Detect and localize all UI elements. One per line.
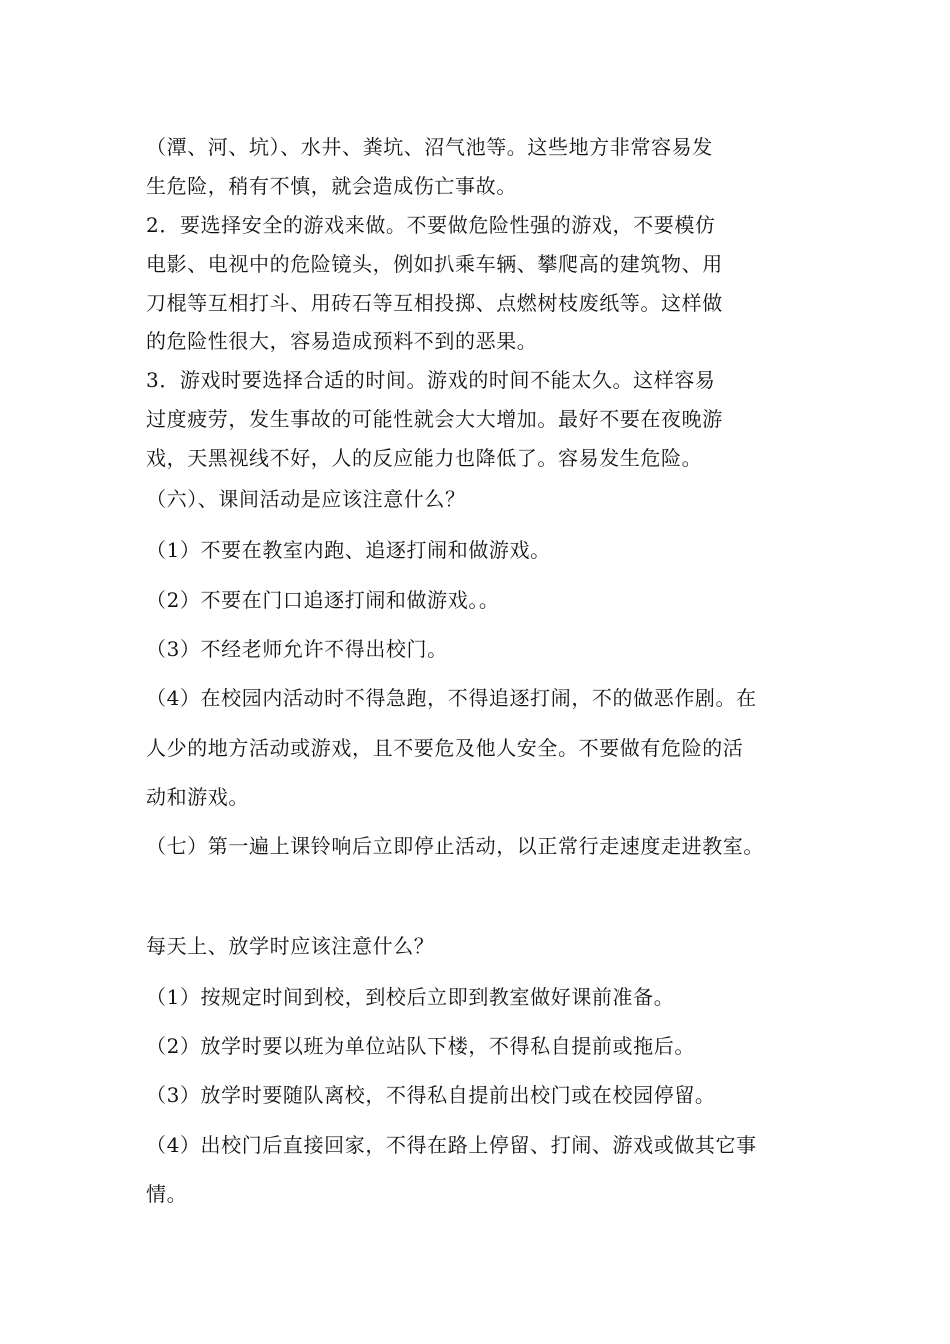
text-line: 戏，天黑视线不好，人的反应能力也降低了。容易发生危险。 — [146, 446, 703, 470]
section-heading: （六）、课间活动是应该注意什么？ — [146, 487, 466, 511]
text-line: 动和游戏。 — [146, 785, 249, 809]
text-line: 2．要选择安全的游戏来做。不要做危险性强的游戏，不要模仿 — [146, 213, 716, 237]
section-heading: 每天上、放学时应该注意什么？ — [146, 934, 435, 958]
text-line: 情。 — [146, 1182, 188, 1206]
list-item: （2）不要在门口追逐打闹和做游戏。。 — [146, 588, 500, 612]
list-item: （2）放学时要以班为单位站队下楼，不得私自提前或拖后。 — [146, 1034, 695, 1058]
list-item: （4）在校园内活动时不得急跑，不得追逐打闹，不的做恶作剧。在 — [146, 686, 757, 710]
list-item: （1）按规定时间到校，到校后立即到教室做好课前准备。 — [146, 985, 675, 1009]
text-line: 过度疲劳，发生事故的可能性就会大大增加。最好不要在夜晚游 — [146, 407, 723, 431]
text-line: 生危险，稍有不慎，就会造成伤亡事故。 — [146, 174, 517, 198]
list-item: （3）放学时要随队离校，不得私自提前出校门或在校园停留。 — [146, 1083, 716, 1107]
section-heading: （七）第一遍上课铃响后立即停止活动，以正常行走速度走进教室。 — [146, 834, 764, 858]
text-line: 的危险性很大，容易造成预料不到的恶果。 — [146, 329, 538, 353]
text-line: 人少的地方活动或游戏，且不要危及他人安全。不要做有危险的活 — [146, 736, 744, 760]
text-line: 刀棍等互相打斗、用砖石等互相投掷、点燃树枝废纸等。这样做 — [146, 291, 723, 315]
text-line: 电影、电视中的危险镜头，例如扒乘车辆、攀爬高的建筑物、用 — [146, 252, 723, 276]
list-item: （3）不经老师允许不得出校门。 — [146, 637, 448, 661]
text-line: 3．游戏时要选择合适的时间。游戏的时间不能太久。这样容易 — [146, 368, 716, 392]
list-item: （1）不要在教室内跑、追逐打闹和做游戏。 — [146, 538, 551, 562]
text-line: （潭、河、坑）、水井、粪坑、沼气池等。这些地方非常容易发 — [146, 135, 713, 159]
list-item: （4）出校门后直接回家，不得在路上停留、打闹、游戏或做其它事 — [146, 1133, 757, 1157]
